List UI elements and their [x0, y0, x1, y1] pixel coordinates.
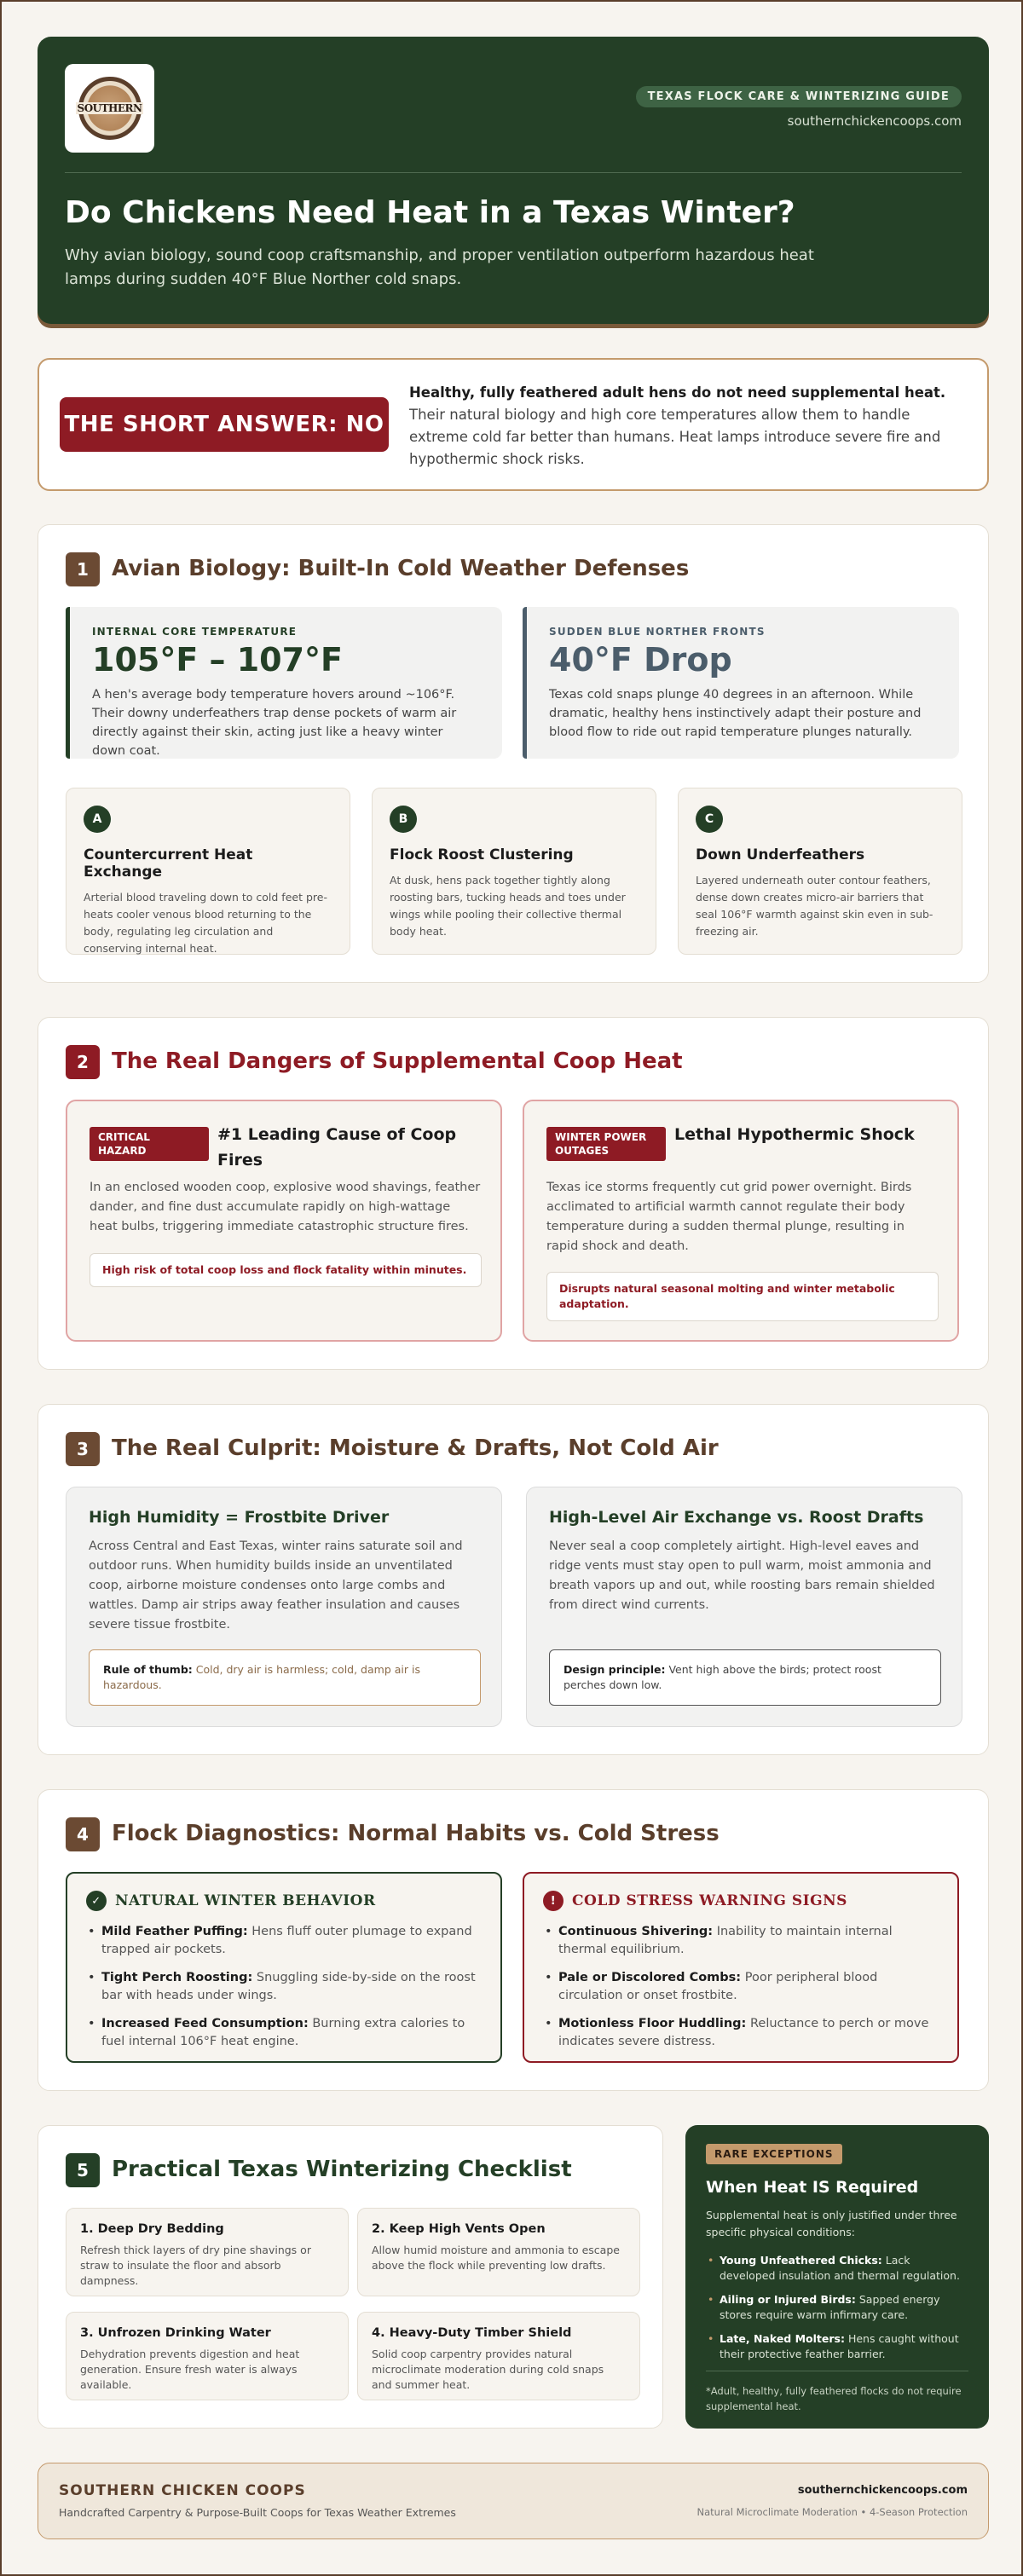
section-number: 1 [66, 552, 100, 586]
footer-meta: Natural Microclimate Moderation • 4-Season Protection [696, 2506, 968, 2518]
page-footer [38, 2463, 989, 2539]
item-label: Continuous Shivering: [558, 1925, 714, 1938]
section-flock-diagnostics [38, 1789, 989, 2091]
list-item [706, 2292, 968, 2323]
cold-stress-panel [523, 1872, 959, 2063]
stat-description: Texas cold snaps plunge 40 degrees in an afternoon. While dramatic, healthy hens instinctively adapt their posture and blood flow to ride out rapid temperature plunges naturally. [549, 688, 922, 739]
guide-badge: TEXAS FLOCK CARE & WINTERIZING GUIDE [636, 86, 962, 107]
checklist-item [66, 2208, 349, 2296]
list-item [543, 1969, 939, 2005]
checklist-description: Solid coop carpentry provides natural microclimate moderation during cold snaps and summer heat. [372, 2348, 604, 2391]
danger-callout: Disrupts natural seasonal molting and winter metabolic adaptation. [546, 1272, 939, 1321]
item-label: Ailing or Injured Birds: [720, 2293, 856, 2306]
checklist-item [357, 2312, 640, 2400]
section-winterizing-checklist [38, 2125, 663, 2429]
card-description: Never seal a coop completely airtight. High-level eaves and ridge vents must stay open to pull warm, moist ammonia and breath vapors up and out, while roosting bars remain shielded from direct wind currents. [549, 1539, 935, 1612]
panel-heading-text: COLD STRESS WARNING SIGNS [572, 1892, 847, 1909]
section-coop-heat-dangers [38, 1017, 989, 1370]
stat-value: 105°F – 107°F [92, 641, 344, 679]
header-site-link[interactable]: southernchickencoops.com [787, 113, 962, 129]
exception-list [706, 2253, 968, 2362]
section-moisture-drafts [38, 1404, 989, 1755]
warning-icon: ! [543, 1891, 564, 1911]
rare-exceptions-title: When Heat IS Required [706, 2178, 919, 2197]
card-letter-badge: B [390, 806, 417, 833]
checklist-title: 1. Deep Dry Bedding [80, 2222, 224, 2236]
danger-title: #1 Leading Cause of Coop Fires [217, 1125, 457, 1170]
card-description: Layered underneath outer contour feathers, dense down creates micro-air barriers that seal 106°F warmth against skin even in sub-freezing air. [696, 874, 933, 938]
logo-text: SOUTHERN [77, 102, 142, 114]
callout-label: Rule of thumb: [103, 1663, 193, 1676]
list-item [543, 1923, 939, 1959]
card-title: Countercurrent Heat Exchange [84, 846, 253, 881]
item-text: Burning extra calories to fuel internal 106°F heat engine. [101, 2017, 465, 2048]
page-header [38, 37, 989, 324]
card-title: Down Underfeathers [696, 846, 865, 863]
footer-brand: SOUTHERN CHICKEN COOPS [59, 2482, 306, 2499]
card-description: Arterial blood traveling down to cold feet pre-heats cooler venous blood returning to the body, regulating leg circulation and conserving internal heat. [84, 891, 327, 955]
stat-label: SUDDEN BLUE NORTHER FRONTS [549, 626, 766, 638]
card-title: Flock Roost Clustering [390, 846, 574, 863]
logo-seal-icon [78, 77, 142, 140]
section-title: Practical Texas Winterizing Checklist [112, 2157, 572, 2182]
panel-heading-text: NATURAL WINTER BEHAVIOR [115, 1892, 376, 1909]
normal-behavior-panel [66, 1872, 502, 2063]
rare-exceptions-footnote: *Adult, healthy, fully feathered flocks do not require supplemental heat. [706, 2385, 962, 2412]
footer-tagline: Handcrafted Carpentry & Purpose-Built Coops for Texas Weather Extremes [59, 2506, 456, 2519]
item-text: Lack developed insulation and thermal regulation. [720, 2254, 960, 2282]
item-text: Inability to maintain internal thermal equilibrium. [558, 1925, 893, 1956]
checkmark-icon: ✓ [86, 1891, 107, 1911]
checklist-title: 4. Heavy-Duty Timber Shield [372, 2326, 572, 2340]
stat-description: A hen's average body temperature hovers around ~106°F. Their downy underfeathers trap dense pockets of warm air directly against their skin, acting just like a heavy winter down coat. [92, 688, 457, 758]
rare-exceptions-panel [685, 2125, 989, 2429]
callout-label: Design principle: [564, 1663, 666, 1676]
stat-value: 40°F Drop [549, 641, 732, 679]
card-description: Across Central and East Texas, winter rains saturate soil and outdoor runs. When humidity builds inside an unventilated coop, airborne moisture condenses onto large combs and wattles. Damp air strips away feather insulation and causes severe tissue frostbite. [89, 1539, 463, 1632]
item-label: Young Unfeathered Chicks: [720, 2254, 882, 2267]
hazard-tag: WINTER POWER OUTAGES [546, 1127, 666, 1161]
item-label: Motionless Floor Huddling: [558, 2017, 747, 2030]
item-text: Sapped energy stores require warm infirmary care. [720, 2293, 940, 2321]
brand-logo[interactable] [65, 64, 154, 153]
list-item [543, 2015, 939, 2051]
stat-blue-norther [523, 607, 959, 759]
hazard-tag: CRITICAL HAZARD [90, 1127, 209, 1161]
stat-label: INTERNAL CORE TEMPERATURE [92, 626, 298, 638]
item-label: Mild Feather Puffing: [101, 1925, 248, 1938]
rare-exceptions-tag: RARE EXCEPTIONS [706, 2144, 842, 2164]
danger-description: Texas ice storms frequently cut grid power overnight. Birds acclimated to artificial warmth cannot regulate their body temperature during a sudden thermal plunge, resulting in rapid shock and death. [546, 1181, 912, 1253]
moisture-card-humidity [66, 1487, 502, 1727]
section-number: 4 [66, 1817, 100, 1851]
section-number: 5 [66, 2153, 100, 2187]
checklist-item [357, 2208, 640, 2296]
defense-card [678, 788, 962, 955]
short-answer-lead: Healthy, fully feathered adult hens do not need supplemental heat. [409, 384, 946, 401]
card-letter-badge: C [696, 806, 723, 833]
item-label: Pale or Discolored Combs: [558, 1971, 742, 1984]
section-number: 2 [66, 1045, 100, 1079]
checklist-item [66, 2312, 349, 2400]
checklist-description: Refresh thick layers of dry pine shavings or straw to insulate the floor and absorb dampness. [80, 2244, 311, 2287]
panel-heading [86, 1891, 482, 1911]
defense-card [372, 788, 656, 955]
list-item [706, 2331, 968, 2362]
checklist-title: 2. Keep High Vents Open [372, 2222, 546, 2236]
danger-callout: High risk of total coop loss and flock fatality within minutes. [90, 1253, 482, 1287]
page-subtitle: Why avian biology, sound coop craftsmanship, and proper ventilation outperform hazardous heat lamps during sudden 40°F Blue Norther cold snaps. [65, 246, 814, 288]
item-text: Hens caught without their protective feather barrier. [720, 2332, 959, 2360]
defense-card [66, 788, 350, 955]
section-avian-biology [38, 524, 989, 983]
moisture-card-air-exchange [526, 1487, 962, 1727]
short-answer-badge: THE SHORT ANSWER: NO [60, 397, 389, 452]
card-letter-badge: A [84, 806, 111, 833]
item-text: Snuggling side-by-side on the roost bar with heads under wings. [101, 1971, 476, 2002]
design-principle-callout [549, 1649, 941, 1706]
page-title: Do Chickens Need Heat in a Texas Winter? [65, 195, 795, 230]
card-title: High-Level Air Exchange vs. Roost Drafts [549, 1508, 924, 1527]
item-label: Increased Feed Consumption: [101, 2017, 309, 2030]
short-answer-body: Their natural biology and high core temperatures allow them to handle extreme cold far better than humans. Heat lamps introduce severe fire and hypothermic shock risks. [409, 407, 941, 467]
section-title: The Real Culprit: Moisture & Drafts, Not Cold Air [112, 1435, 719, 1461]
list-item [706, 2253, 968, 2284]
checklist-description: Allow humid moisture and ammonia to escape above the flock while preventing low drafts. [372, 2244, 620, 2272]
callout-text: Vent high above the birds; protect roost perches down low. [564, 1663, 881, 1691]
danger-description: In an enclosed wooden coop, explosive wood shavings, feather dander, and fine dust accumulate rapidly on high-wattage heat bulbs, triggering immediate catastrophic structure fires. [90, 1181, 481, 1233]
section-title: Avian Biology: Built-In Cold Weather Defenses [112, 556, 690, 581]
short-answer-text [409, 382, 963, 471]
list-item [86, 1969, 482, 2005]
rare-exceptions-intro: Supplemental heat is only justified under three specific physical conditions: [706, 2209, 957, 2238]
item-text: Hens fluff outer plumage to expand trapped air pockets. [101, 1925, 472, 1956]
behavior-list [86, 1923, 482, 2051]
danger-title: Lethal Hypothermic Shock [674, 1125, 915, 1144]
item-label: Tight Perch Roosting: [101, 1971, 253, 1984]
footer-site-link[interactable]: southernchickencoops.com [797, 2484, 968, 2497]
checklist-description: Dehydration prevents digestion and heat generation. Ensure fresh water is always available. [80, 2348, 300, 2391]
stat-core-temperature [66, 607, 502, 759]
callout-text: Cold, dry air is harmless; cold, damp air is hazardous. [103, 1663, 420, 1691]
section-title: The Real Dangers of Supplemental Coop Heat [112, 1048, 683, 1074]
warning-list [543, 1923, 939, 2051]
item-label: Late, Naked Molters: [720, 2332, 845, 2345]
danger-card-shock [523, 1100, 959, 1342]
list-item [86, 1923, 482, 1959]
header-divider [65, 172, 962, 173]
panel-heading [543, 1891, 939, 1911]
section-number: 3 [66, 1432, 100, 1466]
danger-card-fire [66, 1100, 502, 1342]
item-text: Poor peripheral blood circulation or onset frostbite. [558, 1971, 878, 2002]
card-description: At dusk, hens pack together tightly along roosting bars, tucking heads and toes under wings while pooling their collective thermal body heat. [390, 874, 626, 938]
section-title: Flock Diagnostics: Normal Habits vs. Cold Stress [112, 1821, 720, 1846]
list-item [86, 2015, 482, 2051]
card-title: High Humidity = Frostbite Driver [89, 1508, 390, 1527]
checklist-title: 3. Unfrozen Drinking Water [80, 2326, 271, 2340]
short-answer-panel [38, 358, 989, 491]
rule-of-thumb-callout [89, 1649, 481, 1706]
item-text: Reluctance to perch or move indicates severe distress. [558, 2017, 929, 2048]
